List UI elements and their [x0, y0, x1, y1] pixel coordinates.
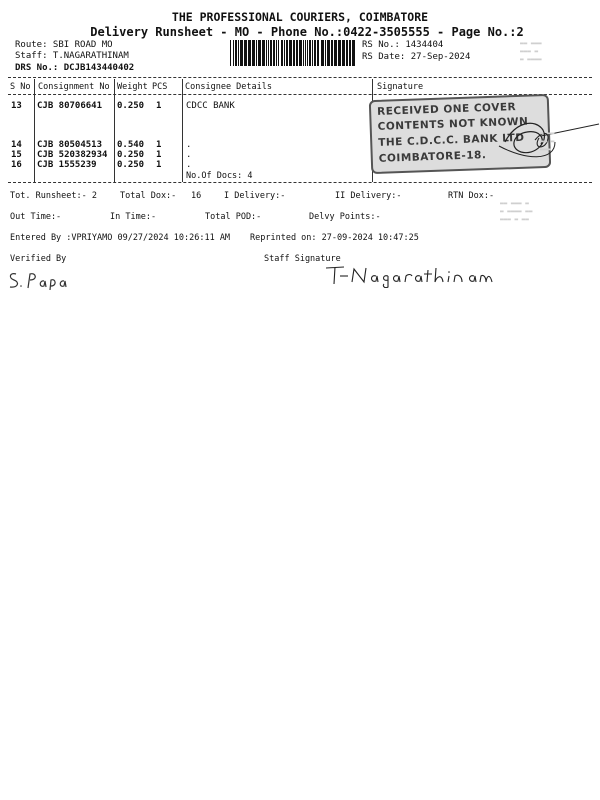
- staff-label: Staff: T.NAGARATHINAM: [15, 51, 129, 61]
- row-sno: 15: [11, 150, 22, 160]
- row-consignment: CJB 80706641: [37, 101, 103, 111]
- row-consignment: CJB 80504513: [37, 140, 103, 150]
- col-sno: S No: [10, 82, 31, 92]
- total-dox-label: Total Dox:-: [120, 191, 177, 201]
- bleed-through: ▬ ▬▬ ▬▬ ▬ ▬▬▬: [540, 130, 555, 153]
- barcode: [230, 40, 357, 66]
- col-pcs: PCS: [152, 82, 168, 92]
- column-separator: [182, 79, 183, 182]
- out-time: Out Time:-: [10, 212, 62, 222]
- route-label: Route: SBI ROAD MO: [15, 40, 113, 50]
- row-consignee: .: [186, 140, 192, 150]
- row-consignee: CDCC BANK: [186, 101, 235, 111]
- column-separator: [34, 79, 35, 182]
- row-weight: 0.250: [117, 101, 145, 111]
- verified-by-label: Verified By: [10, 254, 67, 264]
- col-consignment: Consignment No: [38, 82, 110, 92]
- rs-date: RS Date: 27-Sep-2024: [362, 52, 471, 62]
- row-sno: 13: [11, 101, 22, 111]
- col-consignee: Consignee Details: [185, 82, 272, 92]
- bleed-through: ▬▬ ▬▬▬ ▬▬▬ ▬ ▬ ▬▬▬▬: [520, 40, 542, 63]
- col-signature: Signature: [377, 82, 424, 92]
- stamp-line: RECEIVED ONE COVER: [376, 101, 517, 118]
- company-title: THE PROFESSIONAL COURIERS, COIMBATORE: [171, 10, 429, 24]
- total-dox-value: 16: [191, 191, 202, 201]
- row-sno: 16: [11, 160, 22, 170]
- column-separator: [114, 79, 115, 182]
- row-pcs: 1: [156, 101, 162, 111]
- entered-by: Entered By :VPRIYAMO 09/27/2024 10:26:11 AM: [10, 233, 231, 243]
- divider: [8, 182, 592, 183]
- row-consignee: .: [186, 150, 192, 160]
- in-time: In Time:-: [110, 212, 157, 222]
- row-pcs: 1: [156, 150, 162, 160]
- total-pod: Total POD:-: [205, 212, 262, 222]
- tot-runsheet: Tot. Runsheet:- 2: [10, 191, 97, 201]
- col-weight: Weight: [117, 82, 148, 92]
- drs-number: DRS No.: DCJB143440402: [15, 63, 135, 73]
- row-consignment: CJB 1555239: [37, 160, 97, 170]
- row-weight: 0.540: [117, 140, 145, 150]
- row-pcs: 1: [156, 140, 162, 150]
- stamp-line: THE C.D.C.C. BANK LTD: [378, 131, 525, 149]
- no-of-docs: No.Of Docs: 4: [186, 171, 253, 181]
- runsheet-title: Delivery Runsheet - MO - Phone No.:0422-3505555 - Page No.:2: [90, 25, 524, 39]
- stamp-line: COIMBATORE-18.: [378, 149, 487, 165]
- row-consignee: .: [186, 160, 192, 170]
- row-weight: 0.250: [117, 160, 145, 170]
- divider: [8, 77, 592, 78]
- row-sno: 14: [11, 140, 22, 150]
- verifier-signature: [6, 268, 76, 292]
- staff-signature-label: Staff Signature: [264, 254, 341, 264]
- stamp-line: CONTENTS NOT KNOWN: [377, 115, 529, 133]
- row-pcs: 1: [156, 160, 162, 170]
- reprinted-on: Reprinted on: 27-09-2024 10:47:25: [250, 233, 419, 243]
- row-consignment: CJB 520382934: [37, 150, 108, 160]
- staff-handwritten-signature: [322, 262, 498, 288]
- row-weight: 0.250: [117, 150, 145, 160]
- bleed-through: ▬▬ ▬▬▬ ▬ ▬ ▬▬▬▬ ▬▬ ▬▬▬ ▬ ▬▬: [500, 200, 533, 223]
- rtn-dox: RTN Dox:-: [448, 191, 495, 201]
- delvy-points: Delvy Points:-: [309, 212, 381, 222]
- rs-number: RS No.: 1434404: [362, 40, 444, 50]
- ii-delivery: II Delivery:-: [335, 191, 402, 201]
- i-delivery: I Delivery:-: [224, 191, 286, 201]
